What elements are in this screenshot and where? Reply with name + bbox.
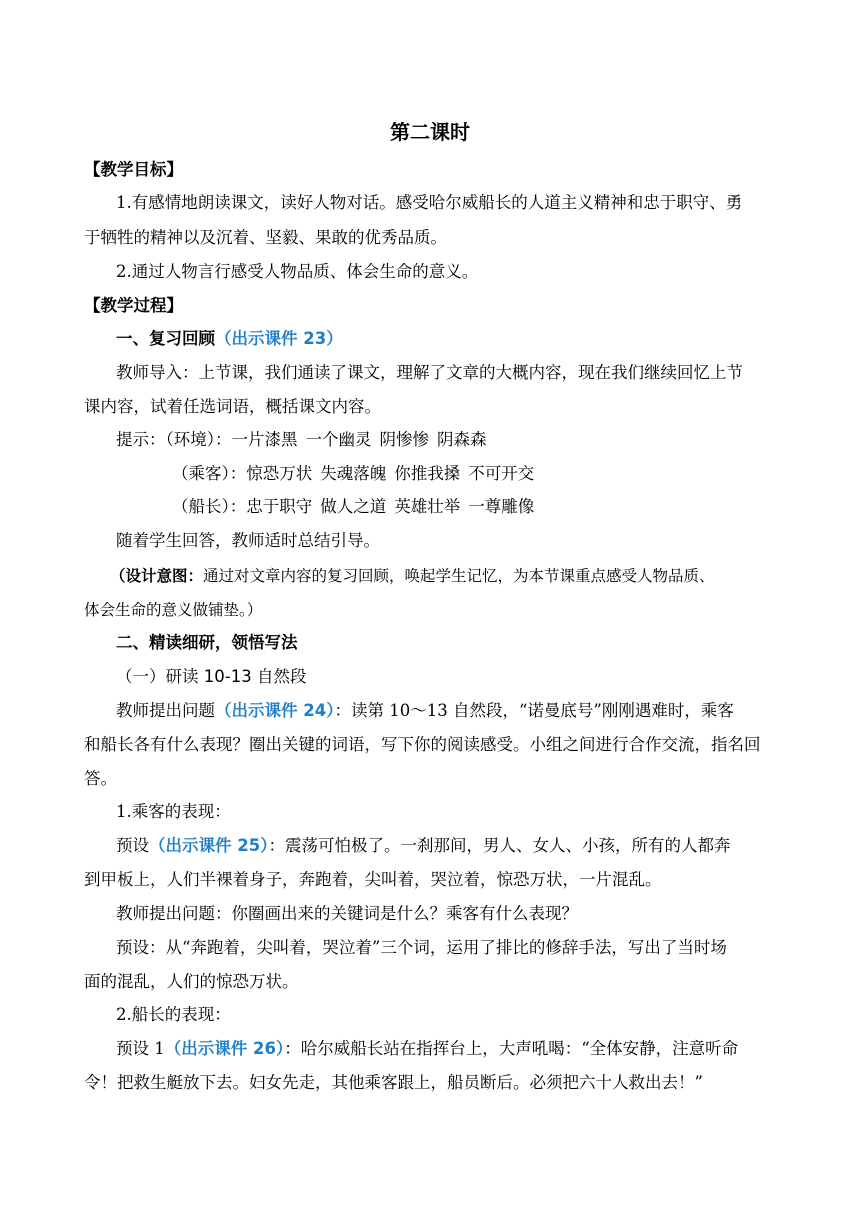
hint-cap-label: （船长）： bbox=[172, 497, 247, 516]
design-intent-label: 设计意图： bbox=[125, 567, 204, 585]
hint-word: 英雄壮举 bbox=[394, 497, 461, 516]
design-intent-text: 通过对文章内容的复习回顾，唤起学生记忆，为本节课重点感受人物品质、 bbox=[203, 567, 715, 585]
hint-passengers bbox=[172, 462, 534, 486]
question-1-line-2: 和船长各有什么表现？圈出关键的词语，写下你的阅读感受。小组之间进行合作交流，指名回 bbox=[84, 735, 761, 754]
preset-3-line-1 bbox=[116, 1037, 738, 1061]
sub-number: 10-13 bbox=[203, 667, 252, 686]
hint-word: 一个幽灵 bbox=[305, 430, 372, 449]
preset-pre: 预设 1 bbox=[116, 1039, 165, 1058]
summary-line: 随着学生回答，教师适时总结引导。 bbox=[116, 531, 380, 550]
hint-word: 失魂落魄 bbox=[320, 464, 387, 483]
design-open-paren: （ bbox=[110, 567, 126, 585]
hint-word: 做人之道 bbox=[320, 497, 387, 516]
intro-line-2: 课内容，试着任选词语，概括课文内容。 bbox=[84, 397, 381, 416]
preset-2-line-1: 预设：从“奔跑着，尖叫着，哭泣着”三个词，运用了排比的修辞手法，写出了当时场 bbox=[116, 938, 727, 957]
intro-line-1: 教师导入：上节课，我们通读了课文，理解了文章的大概内容，现在我们继续回忆上节 bbox=[116, 363, 743, 382]
preset-pre: 预设 bbox=[116, 836, 149, 855]
hint-word: 一尊雕像 bbox=[468, 497, 535, 516]
section-2-title: 二、精读细研，领悟写法 bbox=[116, 633, 298, 652]
page-title: 第二课时 bbox=[390, 120, 470, 144]
section-1-heading bbox=[116, 327, 343, 351]
goal-1-line-1: 1.有感情地朗读课文，读好人物对话。感受哈尔威船长的人道主义精神和忠于职守、勇 bbox=[116, 193, 743, 212]
preset-1-line-2: 到甲板上，人们半裸着身子，奔跑着，尖叫着，哭泣着，惊恐万状，一片混乱。 bbox=[84, 870, 662, 889]
question-1-line-1 bbox=[116, 699, 734, 723]
design-intent-line-2: 体会生命的意义做铺垫。） bbox=[84, 601, 263, 619]
section-2-sub bbox=[116, 665, 306, 689]
hint-word: 阴森森 bbox=[437, 430, 487, 449]
hint-env-label: （环境）： bbox=[165, 430, 232, 449]
captain-label: 2.船长的表现： bbox=[116, 1005, 231, 1024]
question-2: 教师提出问题：你圈画出来的关键词是什么？乘客有什么表现？ bbox=[116, 904, 578, 923]
preset-post: ：震荡可怕极了。一刹那间，男人、女人、小孩，所有的人都奔 bbox=[268, 836, 731, 855]
passenger-label: 1.乘客的表现： bbox=[116, 802, 231, 821]
courseware-ref-23: （出示课件 23） bbox=[215, 329, 343, 348]
hint-word: 阴惨惨 bbox=[379, 430, 429, 449]
hint-captain bbox=[172, 495, 534, 519]
preset-2-line-2: 面的混乱，人们的惊恐万状。 bbox=[84, 972, 299, 991]
design-intent-line-1 bbox=[110, 564, 715, 588]
hint-word: 不可开交 bbox=[468, 464, 535, 483]
hint-word: 一片漆黑 bbox=[231, 430, 298, 449]
hint-label: 提示： bbox=[116, 430, 166, 449]
hint-pas-label: （乘客）： bbox=[172, 464, 247, 483]
section-1-title: 一、复习回顾 bbox=[116, 329, 215, 348]
goals-heading: 【教学目标】 bbox=[84, 160, 183, 179]
goal-1-line-2: 于牺牲的精神以及沉着、坚毅、果敢的优秀品质。 bbox=[84, 228, 447, 247]
preset-3-line-2: 令！把救生艇放下去。妇女先走，其他乘客跟上，船员断后。必须把六十人救出去！” bbox=[84, 1073, 703, 1092]
goal-2: 2.通过人物言行感受人物品质、体会生命的意义。 bbox=[116, 262, 479, 281]
courseware-ref-25: （出示课件 25） bbox=[149, 836, 269, 855]
sub-suffix: 自然段 bbox=[251, 667, 307, 686]
preset-post: ：哈尔威船长站在指挥台上，大声吼喝：“全体安静，注意听命 bbox=[284, 1039, 739, 1058]
q1-post: ：读第 10～13 自然段，“诺曼底号”刚刚遇难时，乘客 bbox=[334, 701, 734, 720]
courseware-ref-26: （出示课件 26） bbox=[164, 1039, 285, 1058]
question-1-line-3: 答。 bbox=[84, 769, 117, 788]
q1-pre: 教师提出问题 bbox=[116, 701, 215, 720]
process-heading: 【教学过程】 bbox=[84, 296, 183, 315]
preset-1-line-1 bbox=[116, 834, 730, 858]
hint-environment bbox=[116, 428, 487, 452]
courseware-ref-24: （出示课件 24） bbox=[215, 701, 335, 720]
hint-word: 惊恐万状 bbox=[246, 464, 313, 483]
sub-prefix: （一）研读 bbox=[116, 667, 204, 686]
hint-word: 忠于职守 bbox=[246, 497, 313, 516]
hint-word: 你推我搡 bbox=[394, 464, 461, 483]
